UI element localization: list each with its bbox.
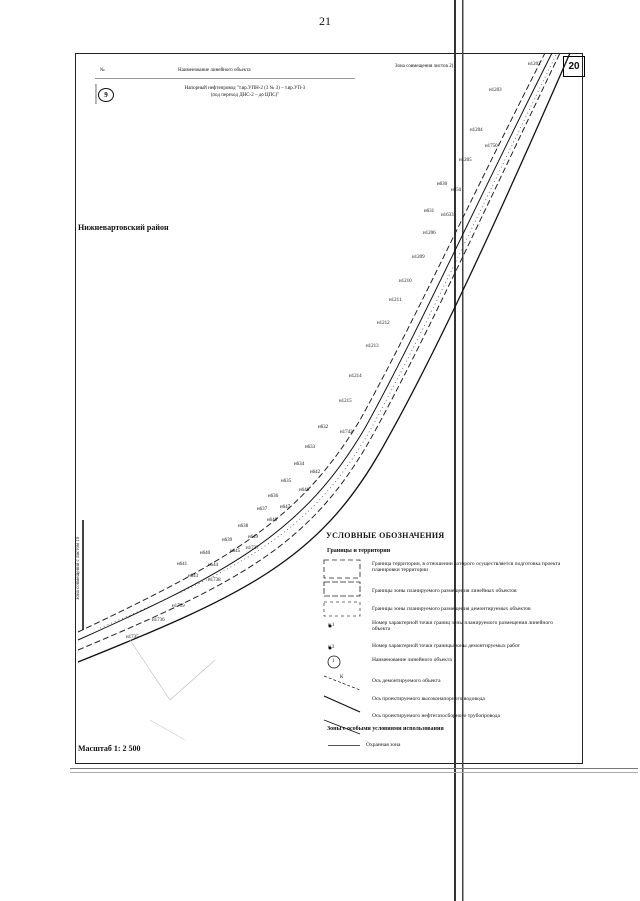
legend-title: УСЛОВНЫЕ ОБОЗНАЧЕНИЯ	[326, 531, 445, 540]
point-label: н1211	[389, 298, 402, 303]
side-overlap-note: Зона совмещения с листом 19	[76, 536, 81, 600]
point-label: н1633	[441, 213, 454, 218]
legend-item-water-axis: Ось проектируемого высоконапорного водовода	[372, 696, 485, 702]
scan-scribble-2	[150, 720, 185, 740]
pipeline-axis-2	[78, 53, 552, 640]
point-label: н643	[188, 574, 199, 579]
legend-symbol-circle-label: 1	[332, 659, 335, 664]
point-label: н642	[310, 470, 321, 475]
point-label: н649	[248, 535, 259, 540]
point-label: н1213	[366, 344, 379, 349]
legend-item-territory: Граница территории, в отношении которого осуществляется подготовка проекта планировки территории	[372, 561, 561, 573]
point-label: н1203	[489, 88, 502, 93]
point-label: н645	[230, 549, 241, 554]
point-label: н1214	[349, 374, 362, 379]
point-label: н1210	[399, 279, 412, 284]
point-label: н630	[437, 182, 448, 187]
point-label: н634	[294, 462, 305, 467]
point-label: н1209	[412, 255, 425, 260]
point-label: н647	[280, 505, 291, 510]
legend-symbol-protect	[328, 745, 360, 746]
point-label: н631	[424, 209, 435, 214]
scan-bar-right	[462, 0, 464, 901]
legend-symbol-point-label: н 1	[328, 623, 335, 628]
legend-item-protect: Охранная зона	[366, 742, 401, 748]
object-name-line2: (под переход ДНС-2 – до ЦПС)"	[210, 93, 280, 98]
sheet-number: 20	[563, 56, 585, 77]
point-label: н1202	[528, 62, 541, 67]
scan-horizontal-line-2	[70, 772, 638, 773]
point-label: н1204	[470, 128, 483, 133]
point-label: н1205	[459, 158, 472, 163]
point-label: н1735	[126, 635, 139, 640]
legend-item-demolition-point: Номер характерной точки границы зоны демонтируемых работ	[372, 643, 521, 649]
page-number: 21	[319, 14, 331, 28]
point-label: н639	[222, 538, 233, 543]
point-label: н632	[318, 425, 329, 430]
point-label: н635	[281, 479, 292, 484]
point-label: н1742	[340, 430, 353, 435]
point-label: н1737	[246, 546, 259, 551]
point-label: н646	[299, 488, 310, 493]
scan-bar-left	[454, 0, 456, 901]
point-label: н636	[268, 494, 279, 499]
scan-scribble	[130, 640, 215, 700]
pipeline-centerline	[100, 55, 556, 628]
point-label: н1736	[152, 618, 165, 623]
point-label: н1738	[208, 578, 221, 583]
legend-item-object-name: Наименование линейного объекта	[372, 657, 452, 663]
legend-section-special-zones: Зоны с особыми условиями использования	[327, 726, 444, 732]
point-label: н637	[257, 507, 268, 512]
point-label: н1739	[172, 604, 185, 609]
point-label: н650	[451, 188, 462, 193]
legend-symbol-linear-zone	[324, 582, 360, 596]
scan-horizontal-line	[70, 768, 638, 769]
point-label: н640	[200, 551, 211, 556]
point-label: н1206	[423, 231, 436, 236]
legend-item-point: Номер характерной точки границ зоны планируемого размещения линейного объекта	[372, 620, 553, 632]
territory-boundary-left	[78, 53, 545, 632]
header-col-number: №	[100, 68, 105, 73]
zone-overlap-label: Зона совмещения листов 2)	[395, 64, 454, 69]
legend-item-linear-zone: Границы зоны планируемого размещения линейных объектов	[372, 588, 517, 594]
point-label: н644	[208, 563, 219, 568]
legend-section-boundaries: Границы и территории	[327, 548, 391, 554]
point-label: н648	[267, 518, 278, 523]
object-name-line1: Напорный нефтепровод "т.вр.УПН-2 (3 № 3) – т.вр.УП-3	[184, 86, 306, 91]
legend-symbol-demolition-zone	[324, 602, 360, 616]
legend-item-oil-axis: Ось проектируемого нефтегазосборного трубопровода	[372, 713, 501, 719]
legend-item-demolition-zone: Границы зоны планируемого размещения демонтируемых объектов	[372, 606, 531, 612]
legend-symbol-demolition-point-label: н 3	[328, 645, 335, 650]
point-label: н633	[305, 445, 316, 450]
region-label: Нижневартовский район	[78, 223, 169, 232]
point-label: н641	[177, 562, 188, 567]
legend-symbol-axis-label: К	[340, 675, 344, 680]
header-col-name: Наименование линейного объекта	[178, 68, 251, 73]
point-label: н1212	[377, 321, 390, 326]
point-label: н1215	[339, 399, 352, 404]
scale-label: Масштаб 1: 2 500	[78, 744, 141, 753]
legend-item-demolition-axis: Ось демонтируемого объекта	[372, 678, 441, 684]
legend-symbol-water-axis	[324, 696, 360, 712]
object-circle-number: 9	[98, 88, 114, 102]
legend-symbol-territory	[324, 560, 360, 578]
point-label: н1750	[485, 144, 498, 149]
point-label: н638	[238, 524, 249, 529]
